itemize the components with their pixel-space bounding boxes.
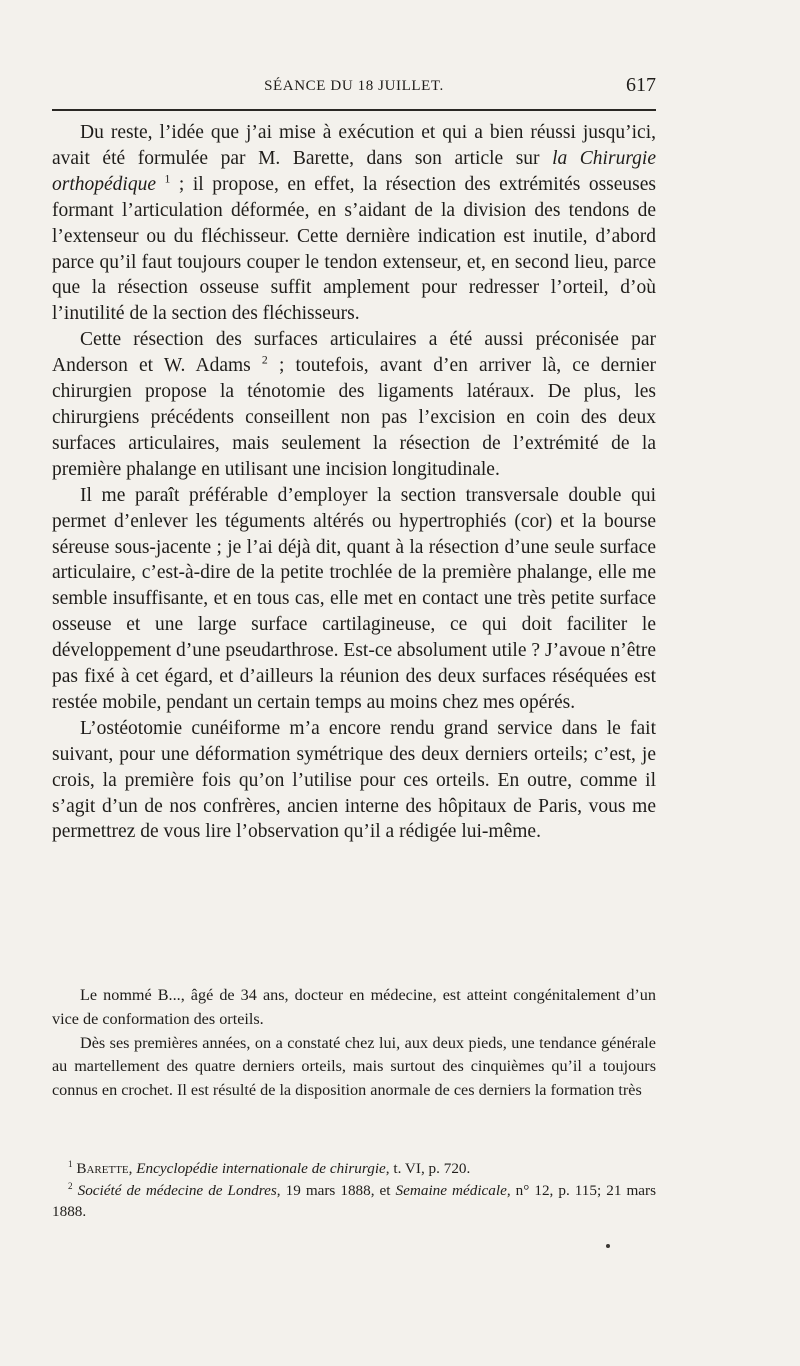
paragraph-3: Il me paraît préférable d’employer la section transversale double qui permet d’enlever les téguments altérés ou hypertrophiés (cor) et la bourse séreuse sous-jacente ; je l’ai déjà dit, quant à la résection d’une seule surface articulaire, c’est-à-dire de la petite trochlée de la première phalange, elle me semble insuffisante, et en tous cas, elle met en contact une très petite surface osseuse et une large surface cartilagineuse, ce qui doit faciliter le développement d’une pseudarthrose. Est-ce absolument utile ? J’avoue n’être pas fixé à cet égard, et d’ailleurs la réunion des deux surfaces réséquées est restée mobile, pendant un certain temps au moins chez mes opérés. <box>52 484 656 713</box>
footnote-2-rest: , n° 12, p. 115; 21 mars 1888. <box>52 1181 656 1220</box>
paragraph-2-text-a: Cette résection des surfaces articulaires a été aussi préconisée par Anderson et W. Adams <box>52 329 656 377</box>
footnote-2-title: Société de médecine de Londres <box>77 1181 277 1199</box>
footnote-2-mid: , 19 mars 1888, et <box>276 1181 396 1199</box>
footnote-ref-2: 2 <box>261 353 268 367</box>
paragraph-4: L’ostéotomie cunéiforme m’a encore rendu grand service dans le fait suivant, pour une déformation symétrique des deux derniers orteils; c’est, je crois, la première fois qu’on l’utilise pour ces orteils. En outre, comme il s’agit d’un de nos confrères, ancien interne des hôpitaux de Paris, vous me permettrez de vous lire l’observation qu’il a rédigée lui-même. <box>52 717 656 843</box>
observation-paragraph-1: Le nommé B..., âgé de 34 ans, docteur en médecine, est atteint congénitalement d’un vice de conformation des orteils. <box>52 986 656 1028</box>
header-rule <box>52 109 656 111</box>
footnote-2 <box>52 1180 656 1223</box>
observation-paragraph-2: Dès ses premières années, on a constaté chez lui, aux deux pieds, une tendance générale au martellement des quatre derniers orteils, mais surtout des cinquièmes qu’il a toujours connus en crochet. Il est résulté de la disposition anormale de ces derniers la formation très <box>52 1033 656 1100</box>
footnote-1-mark: 1 <box>68 1158 73 1169</box>
footnote-1-title: Encyclopédie internationale de chirurgie <box>136 1160 386 1177</box>
observation-text <box>52 984 656 1103</box>
paragraph-1-italic-title: la Chirurgie orthopédique <box>52 147 657 195</box>
footnote-1-author: Barette <box>76 1160 129 1177</box>
running-head <box>52 72 656 102</box>
paragraph-1-text-b: ; il propose, en effet, la résection des extrémités osseuses formant l’articulation déformée, en s’aidant de la division des tendons de l’extenseur ou du fléchisseur. Cette dernière indication est inutile, d’abord parce qu’il faut toujours couper le tendon extenseur, et, en second lieu, parce que la résection osseuse suffit amplement pour redresser l’orteil, d’où l’inutilité de la section des fléchisseurs. <box>52 173 656 325</box>
running-title: SÉANCE DU 18 JUILLET. <box>264 78 444 94</box>
page-number: 617 <box>626 74 656 96</box>
footnote-1-rest: , t. VI, p. 720. <box>385 1160 471 1177</box>
footnote-2-mark: 2 <box>68 1180 73 1191</box>
footnote-1 <box>52 1158 656 1180</box>
footnotes <box>52 1158 656 1223</box>
paragraph-2 <box>52 327 656 482</box>
paragraph-1-text-a: Du reste, l’idée que j’ai mise à exécution et qui a bien réussi jusqu’ici, avait été formulée par M. Barette, dans son article sur <box>52 122 656 169</box>
footnote-ref-1: 1 <box>164 172 171 186</box>
main-text <box>52 120 656 845</box>
paragraph-1 <box>52 120 656 327</box>
ink-speck <box>606 1244 610 1248</box>
paragraph-2-text-b: ; toutefois, avant d’en arriver là, ce dernier chirurgien propose la ténotomie des ligaments latéraux. De plus, les chirurgiens précédents conseillent non pas l’excision en coin des deux surfaces articulaires, mais seulement la résection de l’extrémité de la première phalange en utilisant une incision longitudinale. <box>52 355 657 480</box>
footnote-1-sep: , <box>128 1160 137 1177</box>
footnote-2-title2: Semaine médicale <box>395 1181 507 1199</box>
